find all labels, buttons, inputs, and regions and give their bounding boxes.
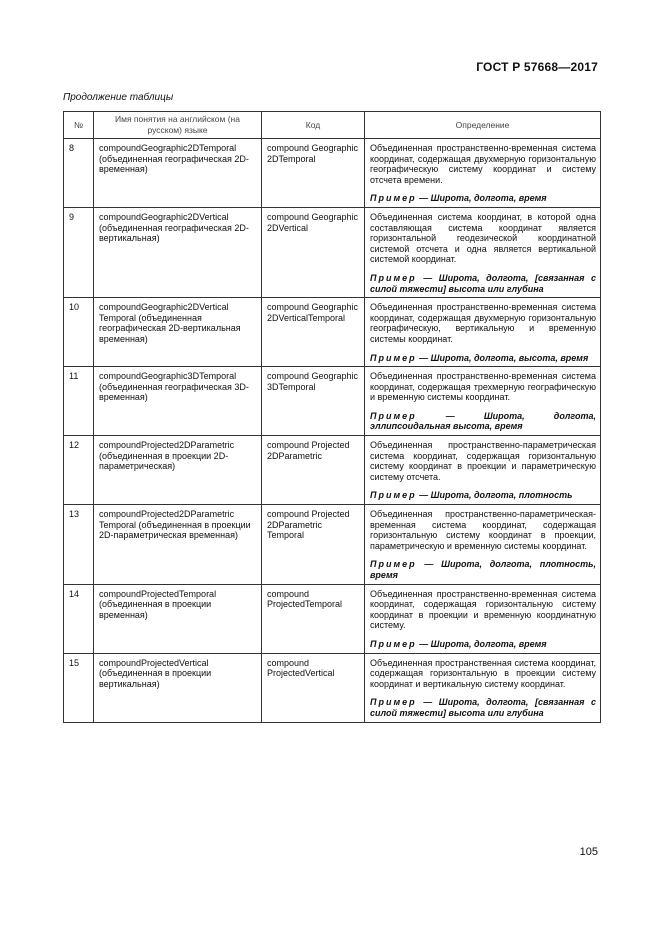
example: Пример — Широта, долгота, время (370, 193, 547, 204)
example: Пример — Широта, долгота, время (370, 638, 547, 649)
terms-table (63, 111, 601, 723)
term-name: compoundProjected2DParametric Temporal (объединенная в проекции 2D-параметрическая временная) (94, 505, 262, 585)
term-name: compoundProjectedVertical (объединенная в проекции вертикальная) (94, 653, 262, 722)
example-label: Пример (370, 490, 417, 501)
example-text: Широта, долгота, [связанная с силой тяжести] высота или глубина (370, 697, 596, 718)
column-header-number: № (64, 112, 94, 139)
term-definition-cell (365, 207, 601, 297)
example-text: Широта, долгота, время (430, 638, 547, 649)
table-row (64, 505, 601, 585)
table-header-row (64, 112, 601, 139)
example: Пример — Широта, долгота, плотность (370, 490, 573, 501)
table-row (64, 207, 601, 297)
example-label: Пример (370, 410, 417, 421)
column-header-code: Код (262, 112, 365, 139)
row-number: 12 (64, 436, 94, 505)
term-definition: Объединенная пространственно-временная система координат, содержащая горизонтальную систему координат в проекции и временную координатную систему. (370, 588, 596, 631)
example-text: Широта, долгота, плотность (430, 490, 573, 501)
term-code: compound Geographic 2DVerticalTemporal (262, 298, 365, 367)
term-code: compound Projected 2DParametric Temporal (262, 505, 365, 585)
table-row (64, 584, 601, 653)
row-number: 13 (64, 505, 94, 585)
term-code: compound Geographic 2DTemporal (262, 139, 365, 208)
row-number: 14 (64, 584, 94, 653)
page-number: 105 (579, 846, 598, 858)
row-number: 11 (64, 367, 94, 436)
term-definition: Объединенная система координат, в которой одна составляющая система координат является горизонтальной геодезической координатной системой отсчета и одна является вертикальной системой координат. (370, 211, 596, 265)
table-caption: Продолжение таблицы (63, 92, 174, 103)
term-definition: Объединенная пространственно-временная система координат, содержащая двухмерную горизонтальную географическую, вертикальную и временную системы координат. (370, 302, 596, 344)
table-row (64, 653, 601, 722)
term-name: compoundProjected2DParametric (объединенная в проекции 2D-параметрическая) (94, 436, 262, 505)
term-code: compound ProjectedVertical (262, 653, 365, 722)
example-text: Широта, долгота, [связанная с силой тяжести] высота или глубина (370, 272, 596, 294)
example-text: Широта, долгота, высота, время (430, 352, 589, 363)
column-header-name: Имя понятия на английском (на русском) языке (94, 112, 262, 139)
row-number: 8 (64, 139, 94, 208)
term-definition-cell (365, 436, 601, 505)
table-row (64, 139, 601, 208)
term-definition: Объединенная пространственно-временная система координат, содержащая трехмерную географическую и временную системы координат. (370, 371, 596, 403)
term-definition-cell (365, 298, 601, 367)
term-name: compoundProjectedTemporal (объединенная в проекции временная) (94, 584, 262, 653)
term-code: compound Projected 2DParametric (262, 436, 365, 505)
term-definition-cell (365, 505, 601, 585)
term-definition-cell (365, 367, 601, 436)
term-name: compoundGeographic2DVertical Temporal (объединенная географическая 2D-вертикальная временная) (94, 298, 262, 367)
term-definition-cell (365, 139, 601, 208)
example: Пример — Широта, долгота, эллипсоидальная высота, время (370, 410, 596, 432)
example: Пример — Широта, долгота, [связанная с силой тяжести] высота или глубина (370, 697, 596, 718)
table-row (64, 436, 601, 505)
term-definition-cell (365, 584, 601, 653)
example-label: Пример (370, 272, 417, 283)
row-number: 9 (64, 207, 94, 297)
term-code: compound Geographic 2DVertical (262, 207, 365, 297)
term-code: compound Geographic 3DTemporal (262, 367, 365, 436)
example-text: Широта, долгота, плотность, время (370, 559, 596, 580)
term-name: compoundGeographic2DTemporal (объединенная географическая 2D-временная) (94, 139, 262, 208)
term-name: compoundGeographic3DTemporal (объединенная географическая 3D-временная) (94, 367, 262, 436)
row-number: 10 (64, 298, 94, 367)
example-label: Пример (370, 193, 417, 204)
example-label: Пример (370, 352, 417, 363)
example-text: Широта, долгота, время (430, 193, 547, 204)
term-definition: Объединенная пространственно-параметрическая-временная система координат, содержащая горизонтальную систему координат в проекции, параметрическую и временную системы координат. (370, 509, 596, 551)
example: Пример — Широта, долгота, плотность, время (370, 559, 596, 580)
example: Пример — Широта, долгота, высота, время (370, 352, 589, 363)
example-text: Широта, долгота, эллипсоидальная высота, время (370, 410, 596, 432)
term-name: compoundGeographic2DVertical (объединенная географическая 2D-вертикальная) (94, 207, 262, 297)
column-header-definition: Определение (365, 112, 601, 139)
table-row (64, 298, 601, 367)
term-definition: Объединенная пространственная система координат, содержащая горизонтальную в проекции систему координат и вертикальную систему координат. (370, 657, 596, 689)
example-label: Пример (370, 559, 417, 570)
term-definition: Объединенная пространственно-временная система координат, содержащая двухмерную горизонтальную географическую систему координат и систему отсчета времени. (370, 143, 596, 185)
term-definition: Объединенная пространственно-параметрическая система координат, содержащая горизонтальную систему координат в проекции и параметрическую систему отсчета. (370, 440, 596, 482)
term-definition-cell (365, 653, 601, 722)
example-label: Пример (370, 638, 417, 649)
example-label: Пример (370, 697, 417, 708)
document-id: ГОСТ Р 57668—2017 (476, 60, 598, 74)
row-number: 15 (64, 653, 94, 722)
table-row (64, 367, 601, 436)
term-code: compound ProjectedTemporal (262, 584, 365, 653)
example: Пример — Широта, долгота, [связанная с силой тяжести] высота или глубина (370, 272, 596, 294)
